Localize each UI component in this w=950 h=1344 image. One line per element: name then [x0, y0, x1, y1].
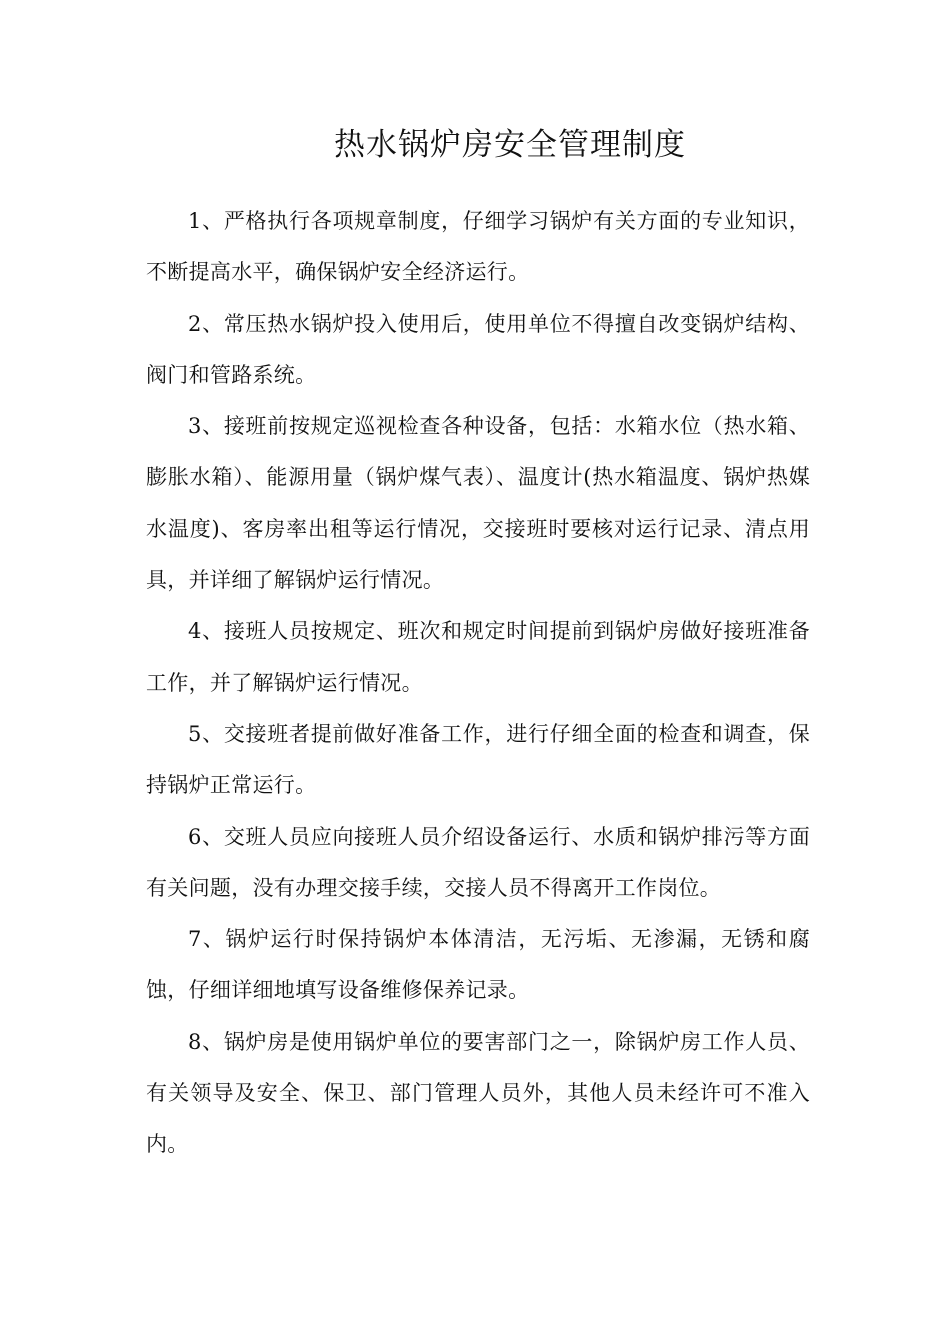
paragraph-6: 6、交班人员应向接班人员介绍设备运行、水质和锅炉排污等方面有关问题，没有办理交接手续，交接人员不得离开工作岗位。 — [146, 824, 810, 900]
paragraph-2: 2、常压热水锅炉投入使用后，使用单位不得擅自改变锅炉结构、阀门和管路系统。 — [146, 311, 810, 387]
document-body — [146, 196, 810, 1171]
paragraph-8: 8、锅炉房是使用锅炉单位的要害部门之一，除锅炉房工作人员、有关领导及安全、保卫、部门管理人员外，其他人员未经许可不准入内。 — [146, 1029, 810, 1157]
paragraph-3: 3、接班前按规定巡视检查各种设备，包括：水箱水位（热水箱、膨胀水箱）、能源用量（锅炉煤气表）、温度计(热水箱温度、锅炉热媒水温度)、客房率出租等运行情况，交接班时要核对运行记录、清点用具，并详细了解锅炉运行情况。 — [146, 414, 810, 593]
paragraph-5: 5、交接班者提前做好准备工作，进行仔细全面的检查和调查，保持锅炉正常运行。 — [146, 721, 810, 798]
paragraph-4: 4、接班人员按规定、班次和规定时间提前到锅炉房做好接班准备工作，并了解锅炉运行情况。 — [146, 619, 810, 695]
paragraph-1: 1、严格执行各项规章制度，仔细学习锅炉有关方面的专业知识，不断提高水平，确保锅炉安全经济运行。 — [146, 209, 810, 285]
document-title: 热水锅炉房安全管理制度 — [334, 127, 686, 163]
paragraph-7: 7、锅炉运行时保持锅炉本体清洁，无污垢、无渗漏，无锈和腐蚀，仔细详细地填写设备维修保养记录。 — [146, 927, 810, 1003]
